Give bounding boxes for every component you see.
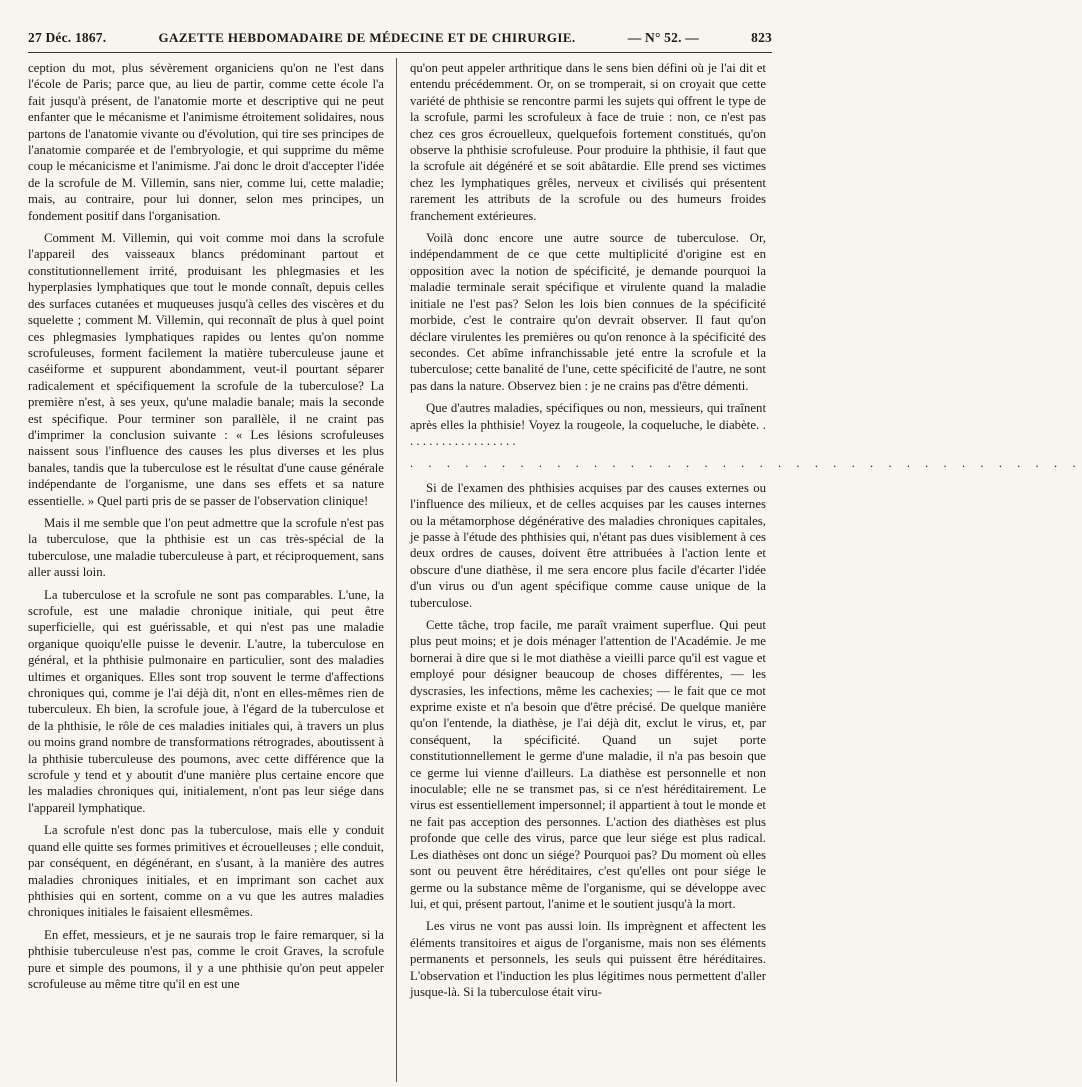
header-date: 27 Déc. 1867.	[28, 30, 107, 45]
paragraph: Cette tâche, trop facile, me paraît vraiment superflue. Qui peut plus peut moins; et je dois ménager l'attention de l'Académie. Je me bornerai à dire que si le mot diathèse a vieilli parce qu'il est vague et employé pour désigner beaucoup de choses différentes, — les dyscrasies, les infections, même les cachexies; — le fait que ce mot exprime existe et n'a besoin que d'être précisé. De quelque manière qu'on l'entende, la diathèse, je l'ai déjà dit, exclut le virus, et, par conséquent, la spécificité. Quand un sujet porte constitutionnellement le germe d'une maladie, il n'a pas besoin que ce germe lui vienne d'ailleurs. La diathèse est personnelle et non inoculable; elle ne se transmet pas, si ce n'est héréditairement. Le virus est essentiellement impersonnel; il appartient à tout le monde et ne fait pas acception des personnes. L'action des diathèses est plus profonde que celle des virus, parce que leur siége est plus radical. Les diathèses ont donc un siége? Pourquoi pas? Du moment où elles sont ou peuvent être héréditaires, c'est qu'elles ont pour siége le germe ou la substance même de l'organisme, qui se développe avec lui, et qui, présent partout, l'anime et le soutient jusqu'à la mort.	[410, 618, 766, 911]
left-column	[28, 60, 384, 1082]
paragraph: La scrofule n'est donc pas la tuberculose, mais elle y conduit quand elle quitte ses formes primitives et écrouelleuses ; elle conduit, par conséquent, en dégénérant, en s'usant, à la manière des autres maladies chroniques initiales, et en imprimant son cachet aux phthisies qui en sortent, comme on a vu que les autres maladies chroniques initiales le faisaient ellesmêmes.	[28, 823, 384, 920]
page-number: 823	[751, 30, 772, 45]
paragraph: En effet, messieurs, et je ne saurais trop le faire remarquer, si la phthisie tuberculeuse n'est pas, comme le croit Graves, la scrofule pure et simple des poumons, il y a une phthisie qu'on peut appeler scrofuleuse au même titre qu'il en est une	[28, 927, 384, 991]
right-column	[410, 60, 1082, 1082]
issue-number: — N° 52. —	[627, 30, 699, 45]
paragraph: ception du mot, plus sévèrement organiciens qu'on ne l'est dans l'école de Paris; parce que, au lieu de partir, comme cette école l'a fait jusqu'à présent, de l'anatomie morte et descriptive qui ne peut enfanter que le mécanisme et l'animisme étroitement solidaires, nous partons de l'anatomie vivante ou d'évolution, qui tire ses principes de l'anatomie comparée et de l'embryologie, et qui supprime du même coup le mécanicisme et l'animisme. J'ai donc le droit d'accepter l'idée de la scrofule de M. Villemin, sans nier, comme lui, cette maladie; mais, au contraire, pour lui donner, selon mes principes, un fondement positif dans l'organisation.	[28, 61, 384, 223]
page-header	[28, 30, 772, 50]
paragraph: Que d'autres maladies, spécifiques ou non, messieurs, qui traînent après elles la phthisie! Voyez la rougeole, la coqueluche, le diabète. . . . . . . . . . . . . . . . . . .	[410, 401, 766, 448]
paragraph: Comment M. Villemin, qui voit comme moi dans la scrofule l'appareil des vaisseaux blancs prédominant partout et constitutionnellement irrité, produisant les phlegmasies et les hyperplasies lymphatiques que tout le monde connaît, depuis celles des surfaces cutanées et muqueuses jusqu'à celles des viscères et du squelette ; comment M. Villemin, qui reconnaît de plus à quel point ces phlegmasies lymphatiques rapides ou lentes qu'on nomme scrofuleuses, forment facilement la matière tuberculeuse jaune et caséiforme et suppurent abondamment, veut-il pourtant séparer radicalement et spécifiquement la scrofule de la tuberculose? La première n'est, à ses yeux, qu'une maladie banale; mais la seconde est spécifique. Pour terminer son parallèle, il ne craint pas d'imprimer la conclusion suivante : « Les lésions scrofuleuses naissent sous l'influence des causes les plus diverses et les plus banales, tandis que la tuberculose est le résultat d'une cause générale indépendante de l'organisme, une dans ses effets et sa nature essentielle. » Quel parti pris de se passer de l'observation clinique!	[28, 231, 384, 508]
paragraph: qu'on peut appeler arthritique dans le sens bien défini où je l'ai dit et entendu précédemment. Or, on se tromperait, si on croyait que cette variété de phthisie se rencontre parmi les sujets qui offrent le type de la scrofule, parmi les scrofuleux à face de truie : non, ce n'est pas chez ces gros écrouelleux, quelquefois fortement constitués, qu'on observe la phthisie scrofuleuse. Pour produire la phthisie, il faut que la scrofule ait dégénéré et se soit abâtardie. Elle prend ses victimes chez les lymphatiques grêles, nerveux et civilisés qui présentent rarement les attributs de la scrofule ou des humeurs froides franchement extérieures.	[410, 61, 766, 223]
ellipsis-line: . . . . . . . . . . . . . . . . . . . . . . . . . . . . . . . . . . . . .	[410, 456, 1082, 471]
journal-title: GAZETTE HEBDOMADAIRE DE MÉDECINE ET DE CHIRURGIE.	[158, 30, 576, 45]
paragraph: Mais il me semble que l'on peut admettre que la scrofule n'est pas la tuberculose, que la phthisie est un cas très-spécial de la tuberculose, une maladie tuberculeuse à part, et réciproquement, sans aller aussi loin.	[28, 515, 384, 580]
paragraph: Les virus ne vont pas aussi loin. Ils imprègnent et affectent les éléments transitoires et aigus de l'organisme, mais non ses éléments permanents et personnels, les seuls qui puissent être héréditaires. L'observation et l'induction les plus légitimes nous permettent d'aller jusque-là. Si la tuberculose était viru-	[410, 919, 766, 999]
column-divider	[396, 58, 397, 1082]
header-rule	[28, 52, 772, 53]
paragraph: La tuberculose et la scrofule ne sont pas comparables. L'une, la scrofule, est une maladie chronique initiale, qui peut être superficielle, qui est guérissable, et qui n'est pas une maladie organique quoiqu'elle puisse le devenir. L'autre, la tuberculose en général, et la phthisie pulmonaire en particulier, sont des maladies ultimes et organiques. Elles sont trop souvent le terme d'affections chroniques qui, comme je l'ai déjà dit, n'ont en elles-mêmes rien de tuberculeux. Eh bien, la scrofule joue, à l'égard de la tuberculose et de la phthisie, le rôle de ces maladies initiales qui, à travers un plus ou moins grand nombre de transformations rétrogrades, aboutissent à la phthisie tuberculeuse des poumons, avec cette différence que la scrofule y tend et y aboutit d'une manière plus certaine encore que les maladies chroniques qui, initialement, n'ont pas leur siége dans l'appareil lymphatique.	[28, 587, 384, 815]
paragraph: Voilà donc encore une autre source de tuberculose. Or, indépendamment de ce que cette multiplicité d'origine est en opposition avec la notion de spécificité, je demande pourquoi la maladie terminale serait spécifique et virulente quand la maladie initiale ne l'est pas? Selon les lois bien connues de la spécificité morbide, c'est le contraire qu'on devrait observer. Il faut qu'on déclare virulentes les premières ou qu'on renonce à la spécificité des secondes. Cet abîme infranchissable jeté entre la scrofule et la tuberculose; cette banalité de l'une, cette spécificité de l'autre, ne sont pas dans la nature. Observez bien : je ne crains pas d'être démenti.	[410, 231, 766, 393]
paragraph: Si de l'examen des phthisies acquises par des causes externes ou l'influence des milieux, et de celles acquises par les causes internes ou la métamorphose dégénérative des maladies chroniques capitales, je passe à l'étude des phthisies qui, n'étant pas dues visiblement à ces deux ordres de causes, doivent être attribuées à l'action lente et obscure d'une diathèse, il me sera encore plus facile d'écarter l'idée d'un virus ou d'un agent spécifique comme cause unique de la tuberculose.	[410, 480, 766, 610]
